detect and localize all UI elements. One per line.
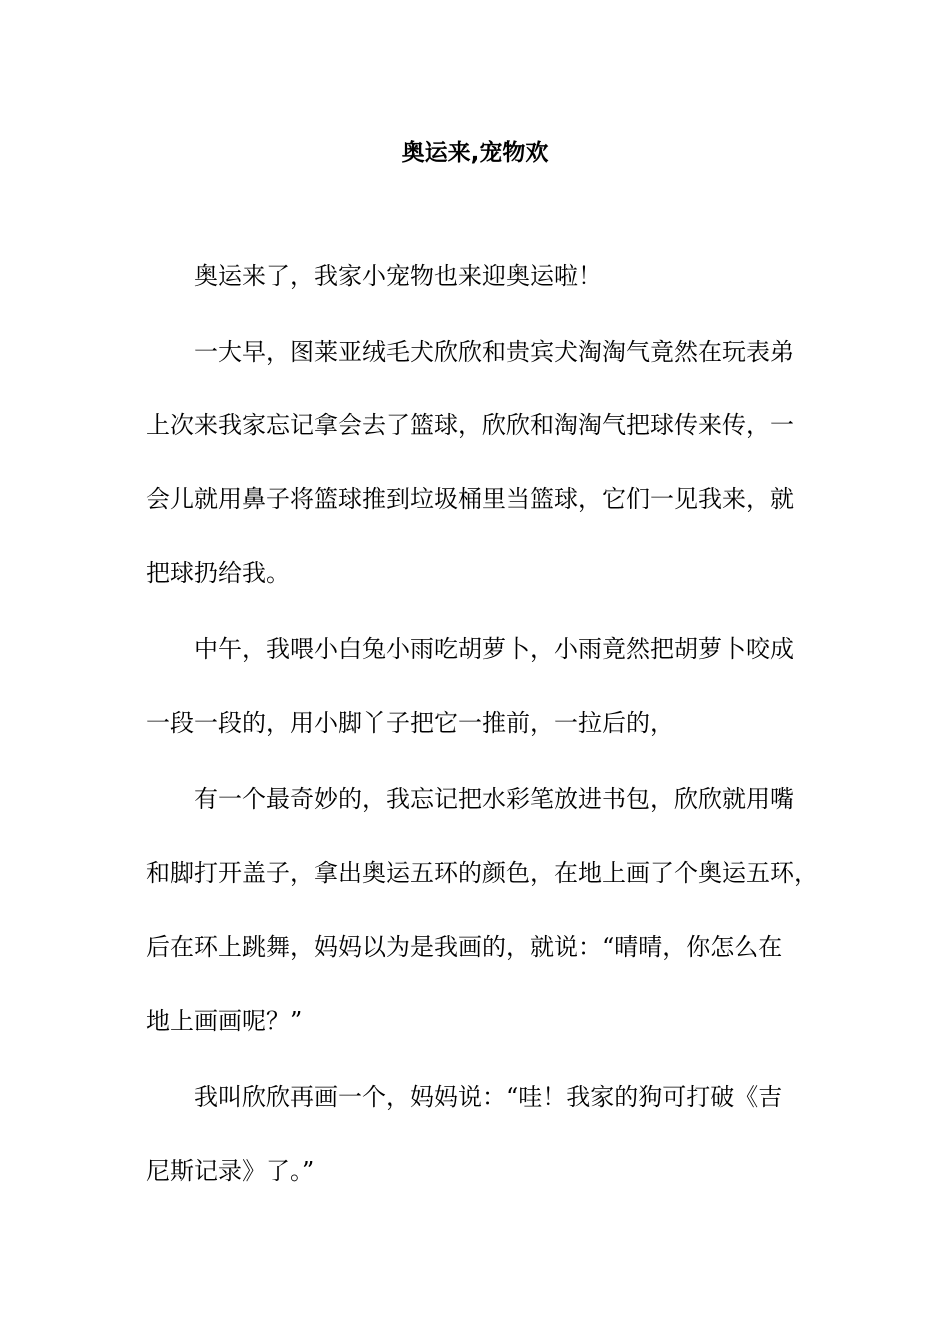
paragraph-1-line-1: 奥运来了，我家小宠物也来迎奥运啦！ — [194, 262, 602, 290]
paragraph-2-line-1: 一大早，图莱亚绒毛犬欣欣和贵宾犬淘淘气竟然在玩表弟 — [194, 338, 794, 366]
paragraph-4-line-1: 有一个最奇妙的，我忘记把水彩笔放进书包，欣欣就用嘴 — [194, 785, 794, 813]
paragraph-2-line-3: 会儿就用鼻子将篮球推到垃圾桶里当篮球，它们一见我来，就 — [146, 485, 794, 513]
paragraph-4-line-4: 地上画画呢？” — [146, 1007, 303, 1035]
paragraph-4-line-2: 和脚打开盖子，拿出奥运五环的颜色，在地上画了个奥运五环， — [146, 859, 818, 887]
paragraph-3-line-2: 一段一段的，用小脚丫子把它一推前，一拉后的， — [146, 709, 674, 737]
paragraph-2-line-2: 上次来我家忘记拿会去了篮球，欣欣和淘淘气把球传来传，一 — [146, 411, 794, 439]
document-title: 奥运来,宠物欢 — [401, 140, 549, 166]
paragraph-3-line-1: 中午，我喂小白兔小雨吃胡萝卜，小雨竟然把胡萝卜咬成 — [194, 635, 794, 663]
paragraph-5-line-1: 我叫欣欣再画一个，妈妈说：“哇！我家的狗可打破《吉 — [194, 1083, 783, 1111]
paragraph-2-line-4: 把球扔给我。 — [146, 559, 290, 587]
paragraph-4-line-3: 后在环上跳舞，妈妈以为是我画的，就说：“晴晴，你怎么在 — [146, 933, 783, 961]
paragraph-5-line-2: 尼斯记录》了。” — [146, 1157, 315, 1185]
